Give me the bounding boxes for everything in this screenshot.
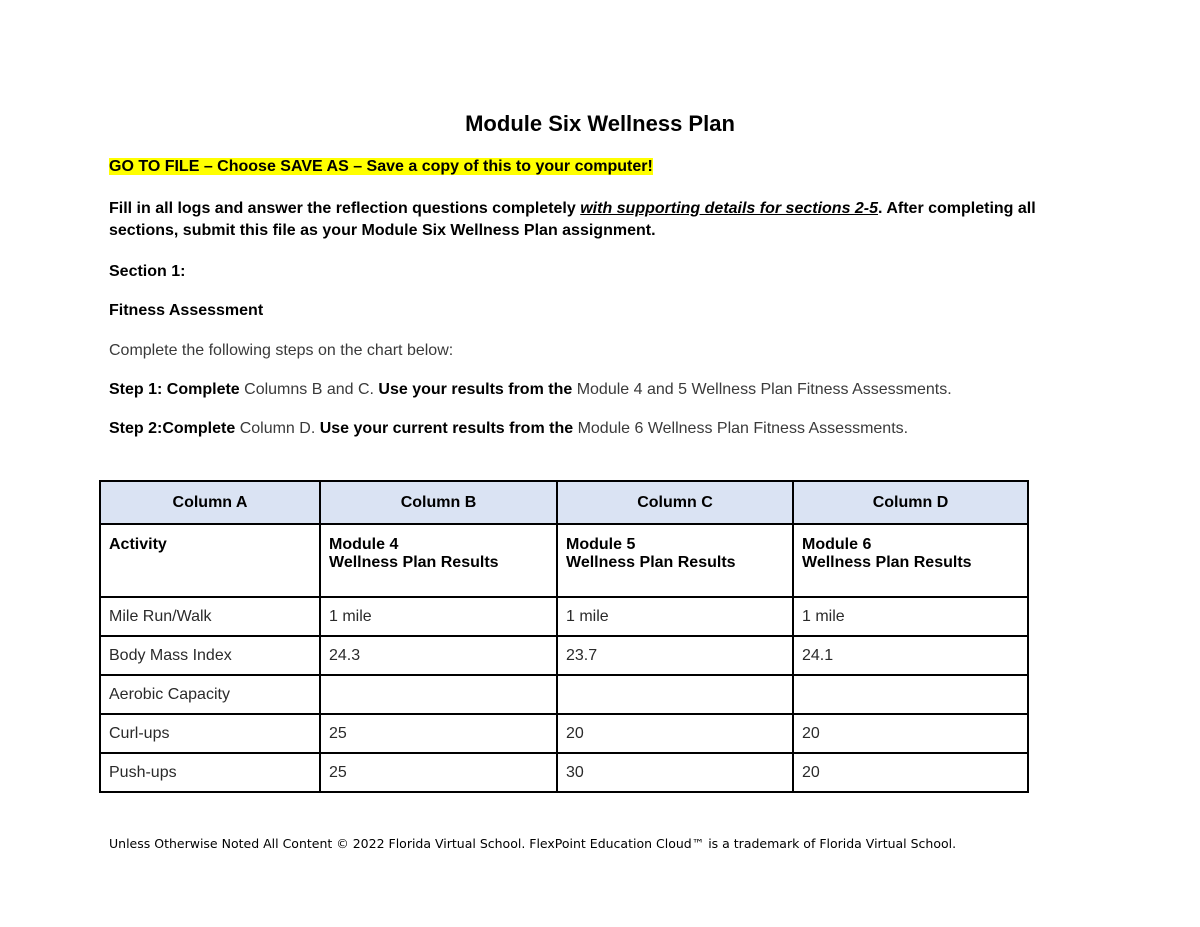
module-4-cell[interactable]: 25 <box>320 714 557 753</box>
fitness-results-table <box>99 480 1029 793</box>
table-row <box>100 675 1028 714</box>
section-heading: Section 1: <box>109 263 186 280</box>
copyright-footer: Unless Otherwise Noted All Content © 2022 Florida Virtual School. FlexPoint Education Cloud™ is a trademark of Florida Virtual School. <box>109 836 957 851</box>
step-1 <box>109 379 1089 401</box>
intro-part1: Fill in all logs and answer the reflection questions completely <box>109 200 581 217</box>
table-row <box>100 597 1028 636</box>
activity-cell: Mile Run/Walk <box>100 597 320 636</box>
step-2-text1: Column D. <box>235 420 320 437</box>
module-4-cell[interactable] <box>320 675 557 714</box>
header-column-a: Column A <box>100 481 320 524</box>
module-5-cell[interactable]: 23.7 <box>557 636 793 675</box>
table-row <box>100 753 1028 792</box>
save-instruction-highlight: GO TO FILE – Choose SAVE AS – Save a copy of this to your computer! <box>109 158 653 175</box>
subheader-module-6: Module 6 Wellness Plan Results <box>793 524 1028 597</box>
module-6-cell[interactable] <box>793 675 1028 714</box>
subheader-module-4: Module 4 Wellness Plan Results <box>320 524 557 597</box>
intro-part2: . After completing all sections, submit this file as your Module Six Wellness Plan assignment. <box>109 200 1036 239</box>
module-4-cell[interactable]: 1 mile <box>320 597 557 636</box>
step-2-label: Step 2:Complete <box>109 420 236 437</box>
intro-paragraph <box>109 198 1089 242</box>
module-5-cell[interactable]: 20 <box>557 714 793 753</box>
step-2-text2: Module 6 Wellness Plan Fitness Assessments. <box>573 420 909 437</box>
subheader-module-5: Module 5 Wellness Plan Results <box>557 524 793 597</box>
table-row <box>100 714 1028 753</box>
steps-intro: Complete the following steps on the chart below: <box>109 342 454 359</box>
table-header-row <box>100 481 1028 524</box>
activity-cell: Aerobic Capacity <box>100 675 320 714</box>
subsection-heading: Fitness Assessment <box>109 302 264 319</box>
activity-cell: Push-ups <box>100 753 320 792</box>
module-6-cell[interactable]: 20 <box>793 714 1028 753</box>
header-column-c: Column C <box>557 481 793 524</box>
step-1-label: Step 1: Complete <box>109 381 240 398</box>
module-5-cell[interactable] <box>557 675 793 714</box>
save-instruction <box>109 156 1089 178</box>
page-title: Module Six Wellness Plan <box>465 111 735 136</box>
table-row <box>100 636 1028 675</box>
module-6-cell[interactable]: 24.1 <box>793 636 1028 675</box>
header-column-b: Column B <box>320 481 557 524</box>
step-1-text1: Columns B and C. <box>239 381 379 398</box>
activity-cell: Body Mass Index <box>100 636 320 675</box>
module-4-cell[interactable]: 24.3 <box>320 636 557 675</box>
step-2 <box>109 418 1089 440</box>
module-5-cell[interactable]: 30 <box>557 753 793 792</box>
step-1-text2: Module 4 and 5 Wellness Plan Fitness Assessments. <box>572 381 952 398</box>
intro-emphasis: with supporting details for sections 2-5 <box>580 200 879 217</box>
header-column-d: Column D <box>793 481 1028 524</box>
table-subheader-row <box>100 524 1028 597</box>
module-5-cell[interactable]: 1 mile <box>557 597 793 636</box>
activity-cell: Curl-ups <box>100 714 320 753</box>
subheader-activity: Activity <box>100 524 320 597</box>
module-6-cell[interactable]: 20 <box>793 753 1028 792</box>
module-4-cell[interactable]: 25 <box>320 753 557 792</box>
step-2-bold2: Use your current results from the <box>319 420 574 437</box>
module-6-cell[interactable]: 1 mile <box>793 597 1028 636</box>
step-1-bold2: Use your results from the <box>378 381 573 398</box>
